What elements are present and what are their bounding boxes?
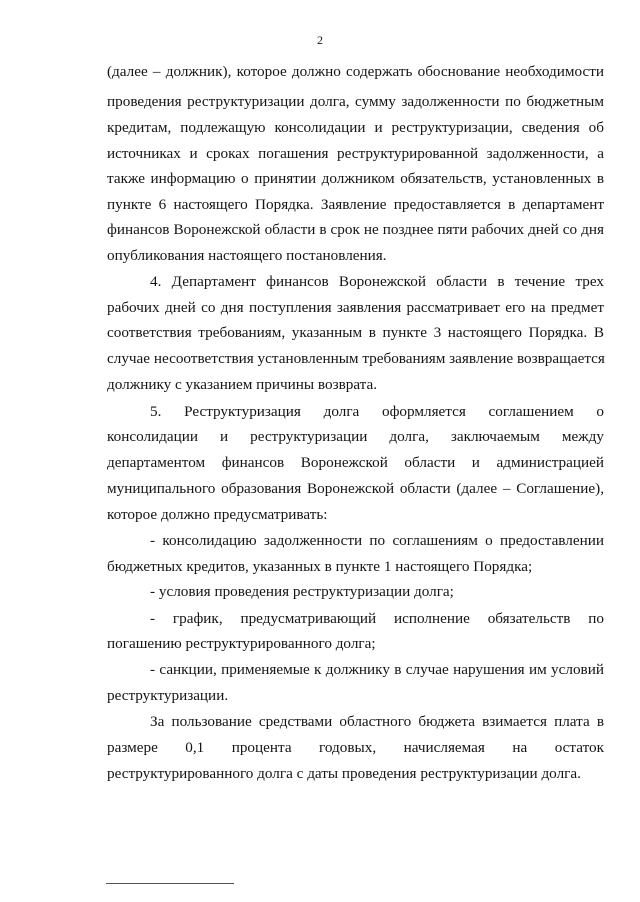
text-line: кредитам, подлежащую консолидации и реструктуризации, сведения об [107, 119, 604, 136]
text-line: бюджетных кредитов, указанных в пункте 1 настоящего Порядка; [107, 558, 533, 575]
text-line: соответствия требованиям, указанным в пункте 3 настоящего Порядка. В [107, 324, 604, 341]
text-line: источниках и сроках погашения реструктурированной задолженности, а [107, 145, 604, 162]
text-line: случае несоответствия установленным требованиям заявление возвращается [107, 350, 605, 367]
text-line: муниципального образования Воронежской области (далее – Соглашение), [107, 480, 604, 497]
text-line: должнику с указанием причины возврата. [107, 376, 378, 393]
text-line: финансов Воронежской области в срок не позднее пяти рабочих дней со дня [107, 221, 604, 238]
text-line: которое должно предусматривать: [107, 506, 328, 523]
list-item-first-line: - санкции, применяемые к должнику в случае нарушения им условий [150, 661, 604, 678]
text-line: департаментом финансов Воронежской области и администрацией [107, 454, 604, 471]
text-line: опубликования настоящего постановления. [107, 247, 387, 264]
paragraph-first-line: За пользование средствами областного бюджета взимается плата в [150, 713, 604, 730]
text-line: рабочих дней со дня поступления заявления рассматривает его на предмет [107, 299, 604, 316]
footer-divider [106, 883, 234, 884]
list-item-first-line: - график, предусматривающий исполнение обязательств по [150, 610, 604, 627]
text-line: реструктурированного долга с даты проведения реструктуризации долга. [107, 765, 581, 782]
text-line: консолидации и реструктуризации долга, заключаемым между [107, 428, 604, 445]
paragraph-first-line: 4. Департамент финансов Воронежской области в течение трех [150, 273, 604, 290]
text-line: погашению реструктурированного долга; [107, 635, 376, 652]
paragraph-first-line: 5. Реструктуризация долга оформляется соглашением о [150, 403, 604, 420]
text-line: также информацию о принятии должником обязательств, установленных в [107, 170, 604, 187]
list-item-first-line: - консолидацию задолженности по соглашениям о предоставлении [150, 532, 604, 549]
text-line: (далее – должник), которое должно содержать обоснование необходимости [107, 63, 604, 80]
list-item: - условия проведения реструктуризации долга; [150, 583, 454, 600]
text-line: размере 0,1 процента годовых, начисляемая на остаток [107, 739, 604, 756]
text-line: реструктуризации. [107, 687, 229, 704]
text-line: пункте 6 настоящего Порядка. Заявление предоставляется в департамент [107, 196, 604, 213]
page-number: 2 [317, 33, 323, 47]
text-line: проведения реструктуризации долга, сумму задолженности по бюджетным [107, 93, 604, 110]
